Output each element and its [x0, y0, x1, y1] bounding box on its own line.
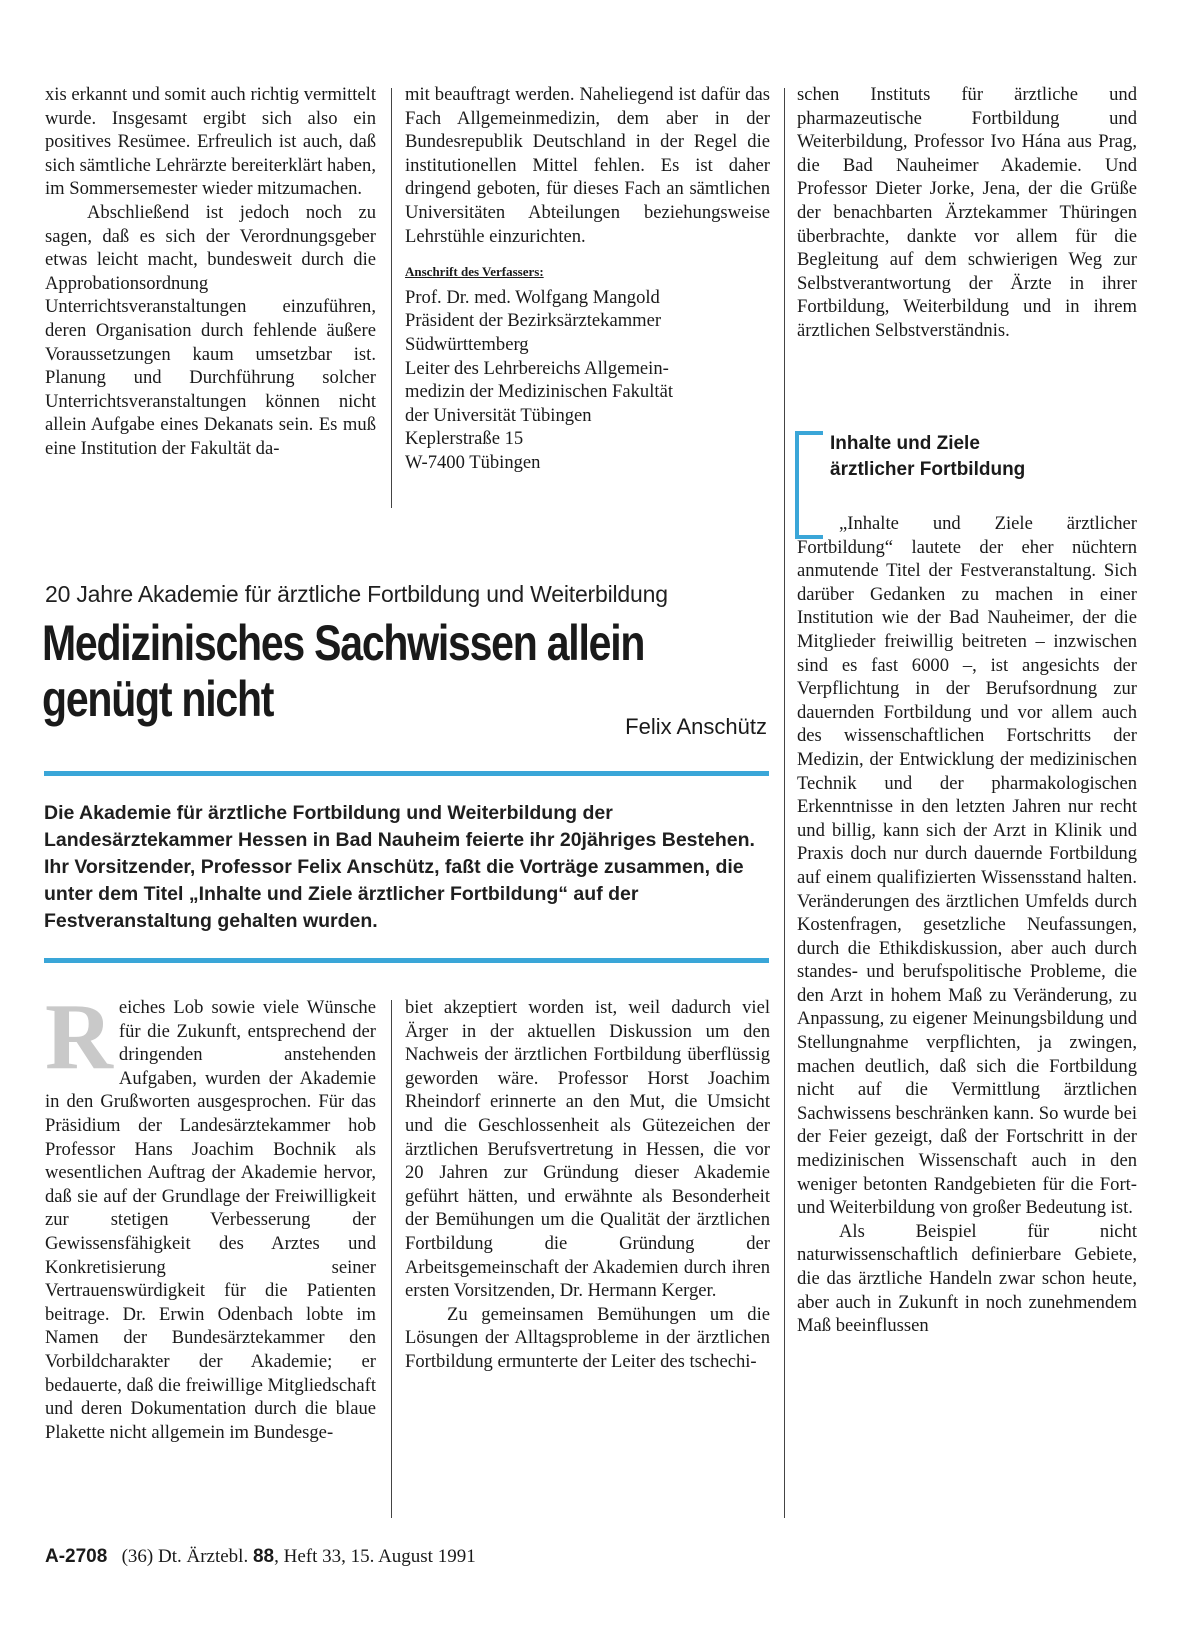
paragraph: Zu gemeinsamen Bemühungen um die Lösungen der Alltagsprobleme in der ärztlichen Fortbildung ermunterte der Leiter des tschechi- [405, 1303, 770, 1372]
right-column-top [797, 83, 1137, 343]
column-divider [784, 88, 785, 1518]
article-author: Felix Anschütz [625, 714, 767, 739]
address-line: der Universität Tübingen [405, 404, 592, 426]
top-left-column [45, 83, 376, 461]
article-title-line2: genügt nicht [42, 671, 274, 727]
section-heading-line: Inhalte und Ziele [830, 433, 980, 454]
page-footer [45, 1546, 476, 1568]
volume: 88 [252, 1546, 275, 1567]
paragraph: mit beauftragt werden. Naheliegend ist dafür das Fach Allgemeinmedizin, dem aber in der Bundesrepublik Deutschland in der Regel die institutionellen Mittel fehlen. Es ist daher dringend geboten, für dieses Fach an sämtlichen Universitäten Abteilungen beziehungsweise Lehrstühle einzurichten. [405, 84, 770, 247]
address-line: Präsident der Bezirksärztekammer [405, 310, 662, 332]
address-line: W-7400 Tübingen [405, 451, 541, 473]
author-address [405, 286, 770, 475]
paragraph [45, 985, 376, 1444]
article-lead: Die Akademie für ärztliche Fortbildung und Weiterbildung der Landesärztekammer Hessen in Bad Nauheim feierte ihr 20jähriges Bestehen. Ihr Vorsitzender, Professor Felix Anschütz, faßt die Vorträge zusammen, die unter dem Titel „Inhalte und Ziele ärztlicher Fortbildung“ auf der Festveranstaltung gehalten wurden. [44, 802, 755, 932]
address-line: Keplerstraße 15 [405, 428, 524, 450]
citation: (36) Dt. Ärztebl. [121, 1546, 249, 1567]
address-heading: Anschrift des Verfassers: [405, 264, 544, 280]
address-line: Südwürttemberg [405, 333, 529, 355]
paragraph: schen Instituts für ärztliche und pharmazeutische Fortbildung und Weiterbildung, Professor Ivo Hána aus Prag, die Bad Nauheimer Akademie. Und Professor Dieter Jorke, Jena, der die Grüße der benachbarten Ärztekammer Thüringen überbrachte, dankte vor allem für die Begleitung auf dem schwierigen Weg zur Selbstverantwortung der Ärzte in ihrer Fortbildung, Weiterbildung und in ihrem ärztlichen Selbstverständnis. [797, 84, 1137, 341]
article-kicker: 20 Jahre Akademie für ärztliche Fortbildung und Weiterbildung [45, 581, 668, 607]
section-heading-line: ärztlicher Fortbildung [830, 459, 1026, 480]
blue-rule-bottom [44, 958, 769, 963]
paragraph: Als Beispiel für nicht naturwissenschaftlich definierbare Gebiete, die das ärztliche Handeln zwar schon heute, aber auch in Zukunft in noch zunehmendem Maß beeinflussen [797, 1220, 1137, 1337]
paragraph-text: eiches Lob sowie viele Wünsche für die Zukunft, entsprechend der dringenden anstehenden Aufgaben, wurden der Akademie in den Grußworten ausgesprochen. Für das Präsidium der Landesärztekammer hob Professor Hans Joachim Bochnik als wesentlichen Auftrag der Akademie hervor, daß sie auf der Grundlage der Freiwilligkeit zur stetigen Verbesserung der Gewissensfähigkeit des Arztes und Konkretisierung seiner Vertrauenswürdigkeit für die Patienten beitrage. Dr. Erwin Odenbach lobte im Namen der Bundesärztekammer den Vorbildcharakter der Akademie; er bedauerte, daß die freiwillige Mitgliedschaft und deren Dokumentation durch die blaue Plakette nicht allgemein im Bundesge- [45, 997, 376, 1443]
address-line: Leiter des Lehrbereichs Allgemein- [405, 357, 669, 379]
citation-issue: , Heft 33, 15. August 1991 [274, 1546, 476, 1567]
blue-rule-top [44, 771, 769, 776]
article-column-2 [405, 996, 770, 1374]
paragraph: „Inhalte und Ziele ärztlicher Fortbildung“ lautete der eher nüchtern anmutende Titel der Festveranstaltung. Sich darüber Gedanken zu machen in einer Institution wie der Bad Nauheimer, der die Mitglieder freiwillig beitreten – inzwischen sind es fast 6000 –, ist angesichts der Verpflichtung in der Berufsordnung zur dauernden Fortbildung und vor allem auch des wissenschaftlichen Fortschritts der Medizin, der Entwicklung der medizinischen Technik und der pharmakologischen Erkenntnisse in den letzten Jahren nur recht und billig, kann sich der Arzt in Klinik und Praxis doch nur durch dauernde Fortbildung auf einem qualifizierten Wissensstand halten. Veränderungen des ärztlichen Umfelds durch Kostenfragen, gesetzliche Neufassungen, durch die Ethikdiskussion, aber auch durch standes- und berufspolitische Probleme, die den Arzt in hohem Maß zu Veränderung, zu Anpassung, zu eigener Meinungsbildung und Stellungnahme verpflichten, ja zwingen, machen deutlich, daß sich die Fortbildung nicht auf die Vermittlung ärztlichen Sachwissens beschränken kann. So wurde bei der Feier gezeigt, daß der Fortschritt in der medizinischen Wissenschaft auch in den weniger betonten Randgebieten für die Fort- und Weiterbildung von großer Bedeutung ist. [797, 513, 1137, 1219]
top-middle-column [405, 83, 770, 475]
drop-cap: R [45, 985, 113, 1089]
column-divider [391, 1000, 392, 1518]
address-line: medizin der Medizinischen Fakultät [405, 381, 673, 403]
paragraph: biet akzeptiert worden ist, weil dadurch viel Ärger in der aktuellen Diskussion um den Nachweis der ärztlichen Fortbildung überflüssig geworden wäre. Professor Horst Joachim Rheindorf erinnerte an den Mut, die Umsicht und die Geschlossenheit als Gütezeichen der ärztlichen Berufsvertretung in Hessen, die vor 20 Jahren zur Gründung dieser Akademie geführt hätten, und erwähnte als Besonderheit der Bemühungen um die Qualität der ärztlichen Fortbildung die Gründung der Arbeitsgemeinschaft der Akademien durch ihren ersten Vorsitzenden, Dr. Hermann Kerger. [405, 997, 770, 1302]
page-number: A-2708 [45, 1546, 108, 1567]
paragraph: Abschließend ist jedoch noch zu sagen, daß es sich der Verordnungsgeber etwas leicht macht, bundesweit durch die Approbationsordnung Unterrichtsveranstaltungen einzuführen, deren Organisation durch fehlende äußere Voraussetzungen kaum umsetzbar ist. Planung und Durchführung solcher Unterrichtsveranstaltungen können nicht allein Aufgabe eines Dekanats sein. Es muß eine Institution der Fakultät da- [45, 201, 376, 459]
address-line: Prof. Dr. med. Wolfgang Mangold [405, 286, 660, 308]
section-heading [830, 431, 1170, 483]
column-divider [391, 88, 392, 508]
article-title-line1: Medizinisches Sachwissen allein [42, 615, 645, 671]
article-column-1 [45, 985, 376, 1444]
paragraph: xis erkannt und somit auch richtig vermittelt wurde. Insgesamt ergibt sich also ein positives Resümee. Erfreulich ist auch, daß sich sämtliche Lehrärzte bereiterklärt haben, im Sommersemester wieder mitzumachen. [45, 84, 376, 200]
right-column-body [797, 512, 1137, 1338]
